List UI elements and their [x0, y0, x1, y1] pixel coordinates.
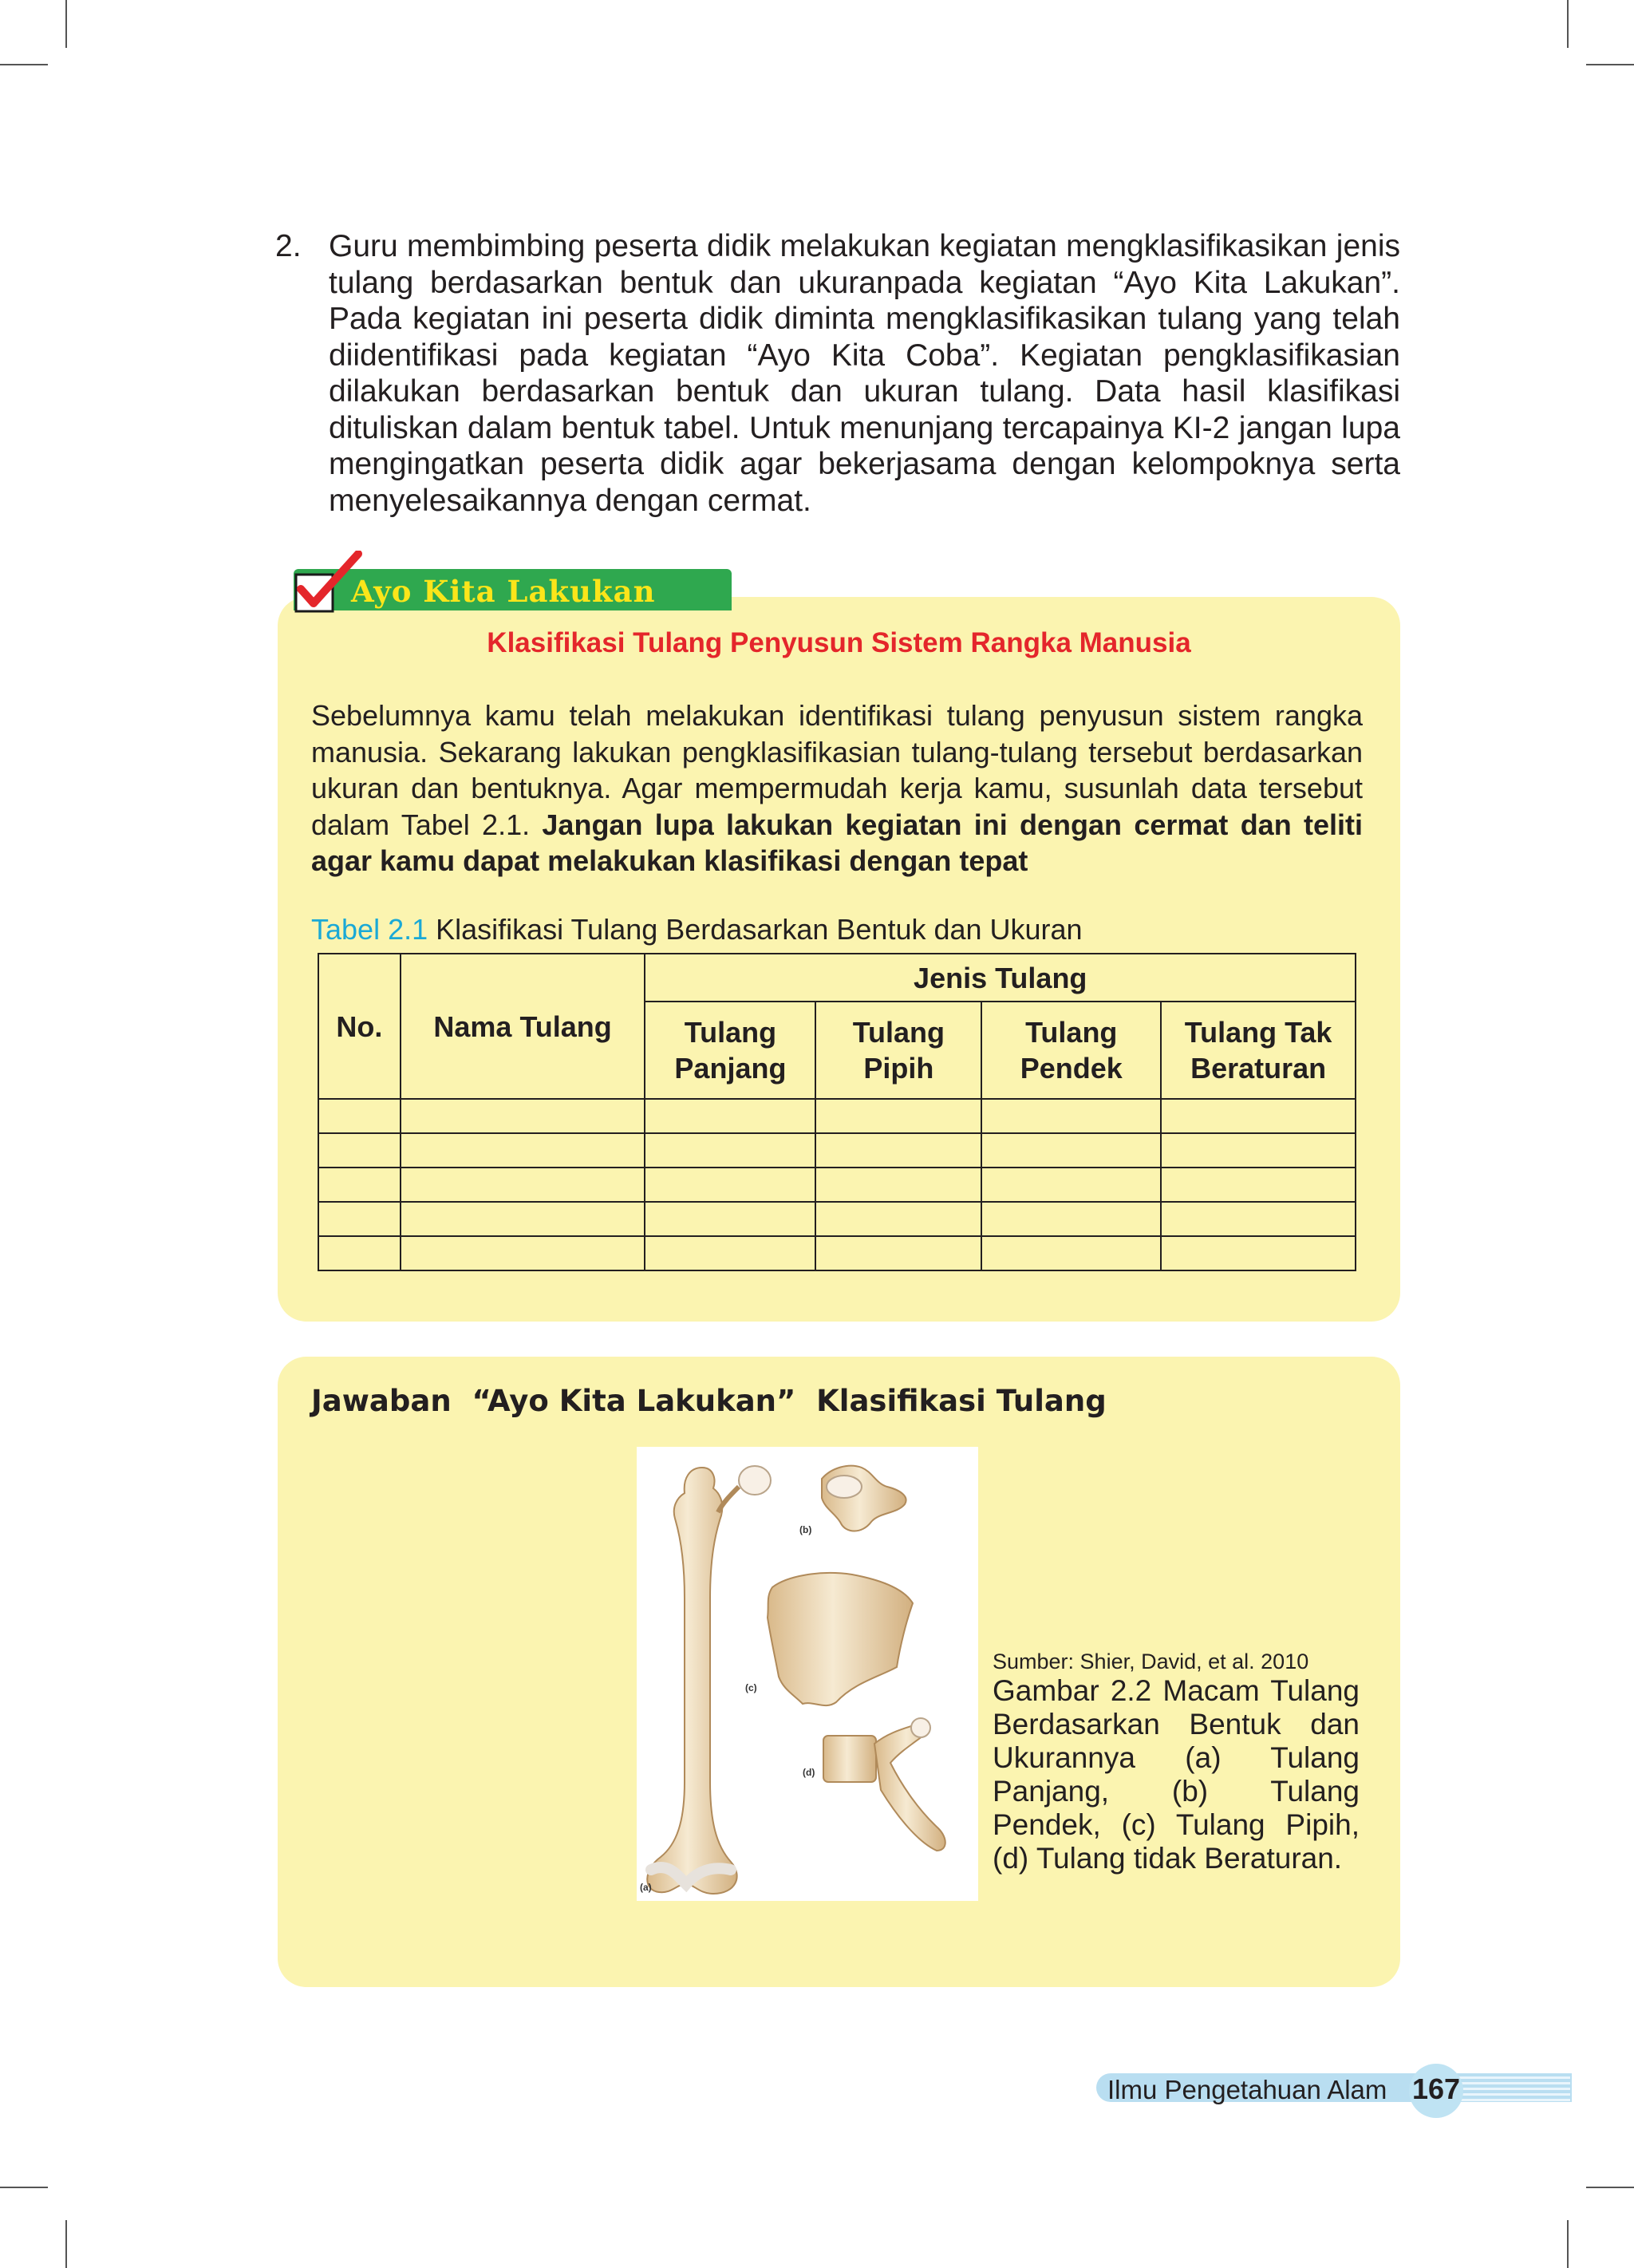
figure-source: Sumber: Shier, David, et al. 2010	[993, 1650, 1309, 1673]
activity-tag-label: Ayo Kita Lakukan	[351, 574, 656, 609]
page-number: 167	[1411, 2072, 1461, 2105]
crop-mark	[1567, 0, 1569, 48]
jenis-tulang-header: Jenis Tulang	[645, 954, 1356, 1002]
activity-body-bold: Jangan lupa lakukan kegiatan ini dengan cermat dan teliti agar kamu dapat melakukan klasifikasi dengan tepat	[311, 808, 1363, 878]
figure-label-c: (c)	[745, 1682, 757, 1693]
crop-mark	[65, 0, 67, 48]
figure-caption: Gambar 2.2 Macam Tulang Berdasarkan Bentuk dan Ukurannya (a) Tulang Panjang, (b) Tulang Pendek, (c) Tulang Pipih, (d) Tulang tidak Beraturan.	[993, 1674, 1360, 1875]
activity-title: Klasifikasi Tulang Penyusun Sistem Rangka Manusia	[487, 627, 1191, 658]
figure-label-d: (d)	[803, 1767, 815, 1778]
tulang-pipih-header: Tulang Pipih	[815, 1002, 981, 1099]
irregular-bone-illustration	[823, 1718, 945, 1851]
checkmark-icon	[291, 551, 363, 614]
table-row	[318, 1099, 1356, 1133]
table-row	[318, 1236, 1356, 1270]
col-no-header: No.	[318, 954, 401, 1099]
figure-label-b: (b)	[799, 1524, 812, 1535]
answer-title: Jawaban “Ayo Kita Lakukan” Klasifikasi Tulang	[311, 1384, 1107, 1418]
figure-label-a: (a)	[640, 1882, 652, 1893]
table-caption	[311, 913, 1083, 946]
item-number: 2.	[275, 229, 302, 263]
list-item-2	[275, 228, 1400, 519]
crop-mark	[1586, 64, 1634, 65]
bone-types-figure	[637, 1447, 978, 1901]
crop-mark	[0, 64, 48, 65]
flat-bone-illustration	[768, 1573, 913, 1705]
footer-subject: Ilmu Pengetahuan Alam	[1107, 2075, 1387, 2104]
crop-mark	[0, 2187, 48, 2188]
long-bone-illustration	[647, 1466, 771, 1894]
table-row	[318, 1168, 1356, 1202]
tulang-panjang-header: Tulang Panjang	[645, 1002, 815, 1099]
table-row	[318, 1133, 1356, 1168]
table-caption-text: Klasifikasi Tulang Berdasarkan Bentuk dan Ukuran	[436, 913, 1083, 946]
table-caption-number: Tabel 2.1	[311, 913, 428, 946]
col-nama-header: Nama Tulang	[401, 954, 645, 1099]
footer-stripes	[1452, 2073, 1570, 2102]
activity-body	[311, 697, 1363, 879]
tulang-tak-beraturan-header: Tulang Tak Beraturan	[1161, 1002, 1356, 1099]
crop-mark	[65, 2220, 67, 2268]
item-text: Guru membimbing peserta didik melakukan kegiatan mengklasifikasikan jenis tulang berdasarkan bentuk dan ukuranpada kegiatan “Ayo Kita Lakukan”. Pada kegiatan ini peserta didik diminta mengklasifikasikan tulang yang telah diidentifikasi pada kegiatan “Ayo Kita Coba”. Kegiatan pengklasifikasian dilakukan berdasarkan bentuk dan ukuran tulang. Data hasil klasifikasi dituliskan dalam bentuk tabel. Untuk menunjang tercapainya KI-2 jangan lupa mengingatkan peserta didik agar bekerjasama dengan kelompoknya serta menyelesaikannya dengan cermat.	[329, 229, 1400, 518]
classification-table	[318, 953, 1356, 1271]
crop-mark	[1567, 2220, 1569, 2268]
table-row	[318, 1202, 1356, 1236]
crop-mark	[1586, 2187, 1634, 2188]
activity-body-text: Sebelumnya kamu telah melakukan identifikasi tulang penyusun sistem rangka manusia. Sekarang lakukan pengklasifikasian tulang-tulang tersebut berdasarkan ukuran dan bentuknya. Agar mempermudah kerja kamu, susunlah data tersebut dalam Tabel 2.1.	[311, 699, 1363, 841]
tulang-pendek-header: Tulang Pendek	[981, 1002, 1161, 1099]
short-bone-illustration	[822, 1466, 906, 1531]
